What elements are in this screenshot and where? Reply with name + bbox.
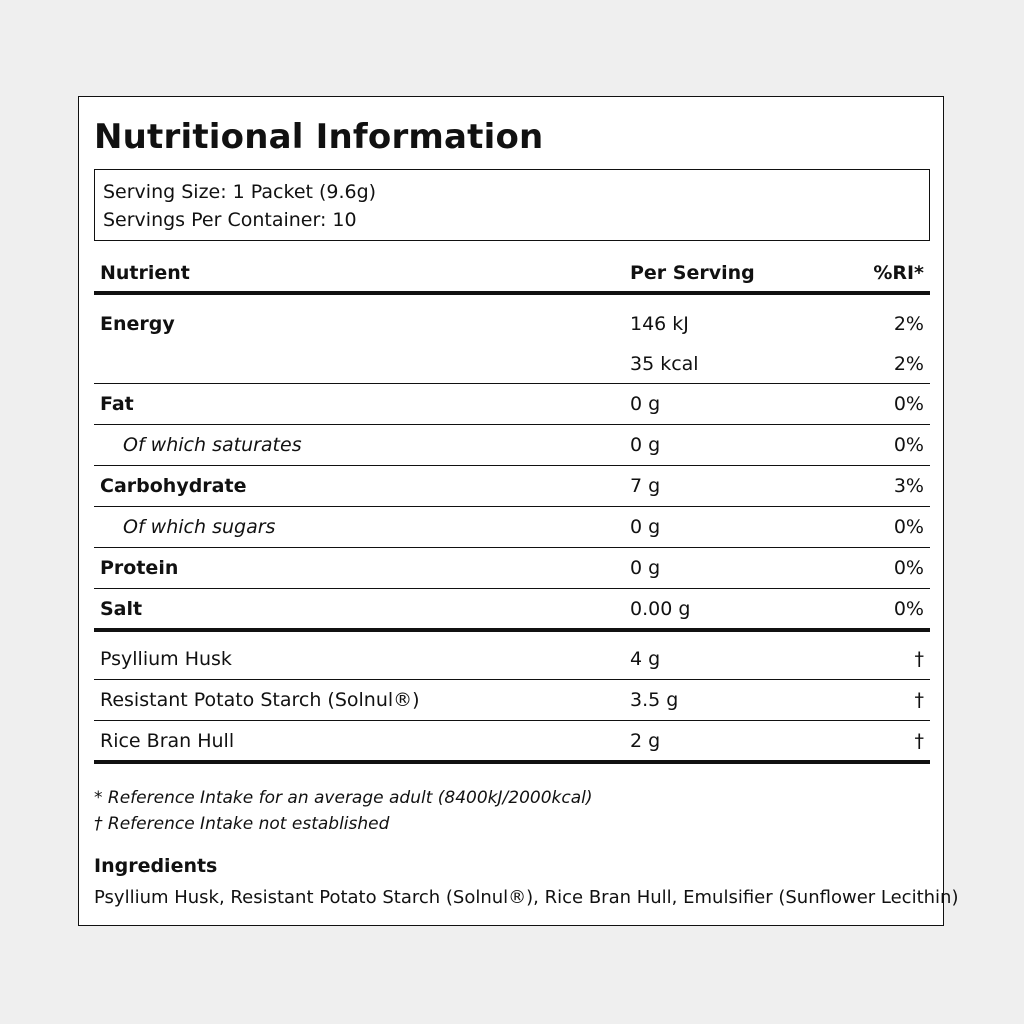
nutrient-name: Fat xyxy=(100,393,134,415)
footnotes xyxy=(94,785,593,837)
nutrient-name: Of which saturates xyxy=(123,434,302,456)
nutrient-value: 0.00 g xyxy=(630,597,691,620)
nutrient-ri: 0% xyxy=(893,557,924,579)
nutrition-label xyxy=(78,96,959,926)
nutrient-ri: 3% xyxy=(893,475,924,497)
ri-footnote: * Reference Intake for an average adult (8400kJ/2000kcal) xyxy=(94,788,593,808)
energy-kj-value: 146 kJ xyxy=(630,313,689,335)
servings-per-container: Servings Per Container: 10 xyxy=(103,209,357,231)
nutrient-name: Protein xyxy=(100,557,179,579)
table-row-fibre xyxy=(94,680,930,721)
nutrient-value: 0 g xyxy=(630,516,661,538)
nutrient-value: 0 g xyxy=(630,434,661,456)
fibre-name: Psyllium Husk xyxy=(100,647,232,670)
table-row-fibre xyxy=(94,721,930,764)
fibre-ri: † xyxy=(914,729,924,752)
serving-info-box xyxy=(94,169,930,241)
table-row xyxy=(94,425,930,466)
fibre-value: 3.5 g xyxy=(630,689,679,711)
fibre-ri: † xyxy=(914,647,924,670)
fibre-ri: † xyxy=(914,689,924,711)
dagger-footnote: † Reference Intake not established xyxy=(94,814,390,834)
nutrient-value: 7 g xyxy=(630,475,661,497)
table-row xyxy=(94,548,930,589)
header-per-serving: Per Serving xyxy=(630,262,755,284)
serving-size: Serving Size: 1 Packet (9.6g) xyxy=(103,181,377,203)
fibre-name: Rice Bran Hull xyxy=(100,729,235,752)
fibre-value: 2 g xyxy=(630,729,661,752)
energy-kj-ri: 2% xyxy=(893,313,924,335)
nutrient-name: Energy xyxy=(100,313,175,335)
table-row xyxy=(94,384,930,425)
ingredients-title: Ingredients xyxy=(94,855,218,877)
nutrient-name: Of which sugars xyxy=(123,516,276,538)
nutrient-name: Salt xyxy=(100,597,143,620)
nutrient-name: Carbohydrate xyxy=(100,475,247,497)
nutrient-ri: 0% xyxy=(893,516,924,538)
header-ri: %RI* xyxy=(873,262,924,284)
energy-kcal-value: 35 kcal xyxy=(630,353,699,375)
nutrition-table xyxy=(94,255,930,764)
nutrient-ri: 0% xyxy=(893,434,924,456)
header-nutrient: Nutrient xyxy=(100,262,190,284)
table-row xyxy=(94,466,930,507)
fibre-name: Resistant Potato Starch (Solnul®) xyxy=(100,689,420,711)
page-title: Nutritional Information xyxy=(94,117,544,157)
table-row xyxy=(94,507,930,548)
energy-kcal-ri: 2% xyxy=(893,353,924,375)
nutrient-value: 0 g xyxy=(630,393,661,415)
nutrient-ri: 0% xyxy=(893,597,924,620)
nutrient-value: 0 g xyxy=(630,557,661,579)
table-row-fibre xyxy=(94,632,930,680)
table-header-row xyxy=(94,255,930,295)
table-row xyxy=(94,589,930,632)
ingredients-text: Psyllium Husk, Resistant Potato Starch (Solnul®), Rice Bran Hull, Emulsifier (Sunflower Lecithin) xyxy=(94,887,959,908)
table-row-energy xyxy=(94,295,930,384)
fibre-value: 4 g xyxy=(630,647,661,670)
nutrient-ri: 0% xyxy=(893,393,924,415)
